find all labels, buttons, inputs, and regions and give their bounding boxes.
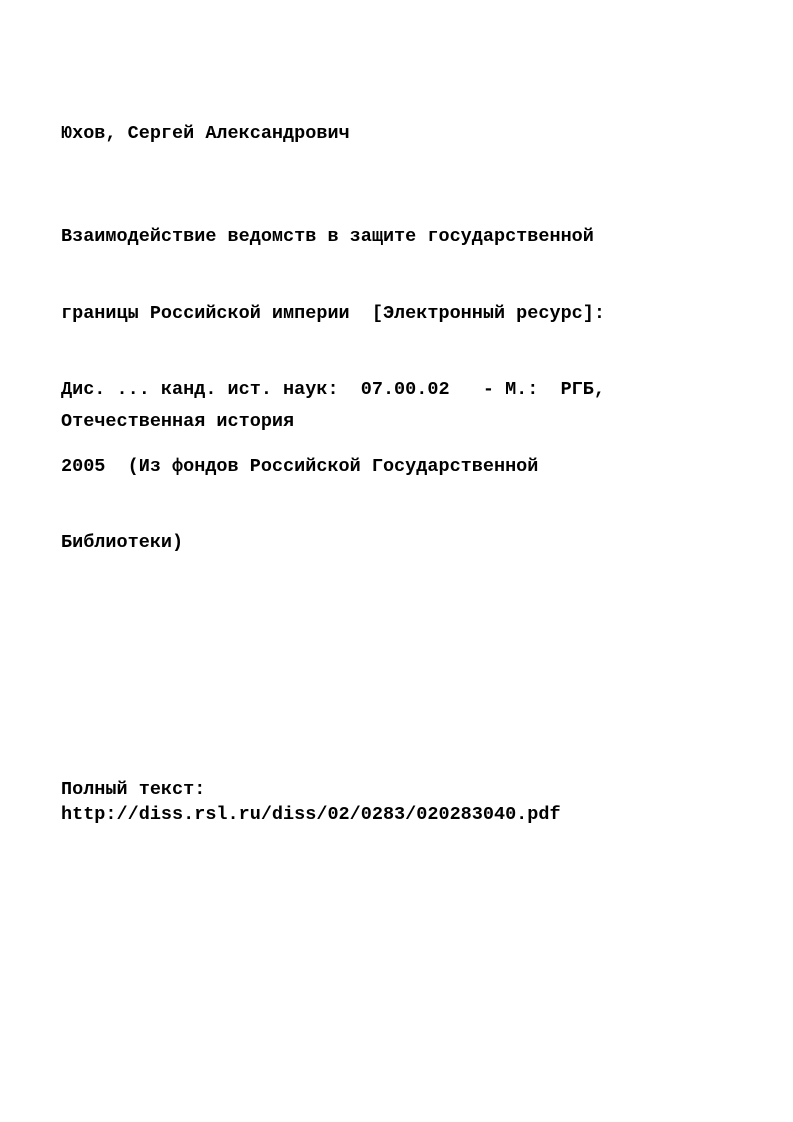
description-line: Дис. ... канд. ист. наук: 07.00.02 - М.: РГБ,	[61, 379, 605, 400]
fulltext-label: Полный текст:	[61, 779, 206, 800]
title-description	[61, 173, 605, 607]
description-line: Библиотеки)	[61, 532, 184, 553]
subject-heading: Отечественная история	[61, 411, 295, 432]
description-line: Взаимодействие ведомств в защите государственной	[61, 226, 594, 247]
fulltext-link[interactable]: http://diss.rsl.ru/diss/02/0283/020283040.pdf	[61, 804, 561, 825]
description-line: 2005 (Из фондов Российской Государственной	[61, 455, 539, 477]
author-name: Юхов, Сергей Александрович	[61, 123, 350, 144]
description-line: границы Российской империи [Электронный ресурс]:	[61, 302, 605, 324]
